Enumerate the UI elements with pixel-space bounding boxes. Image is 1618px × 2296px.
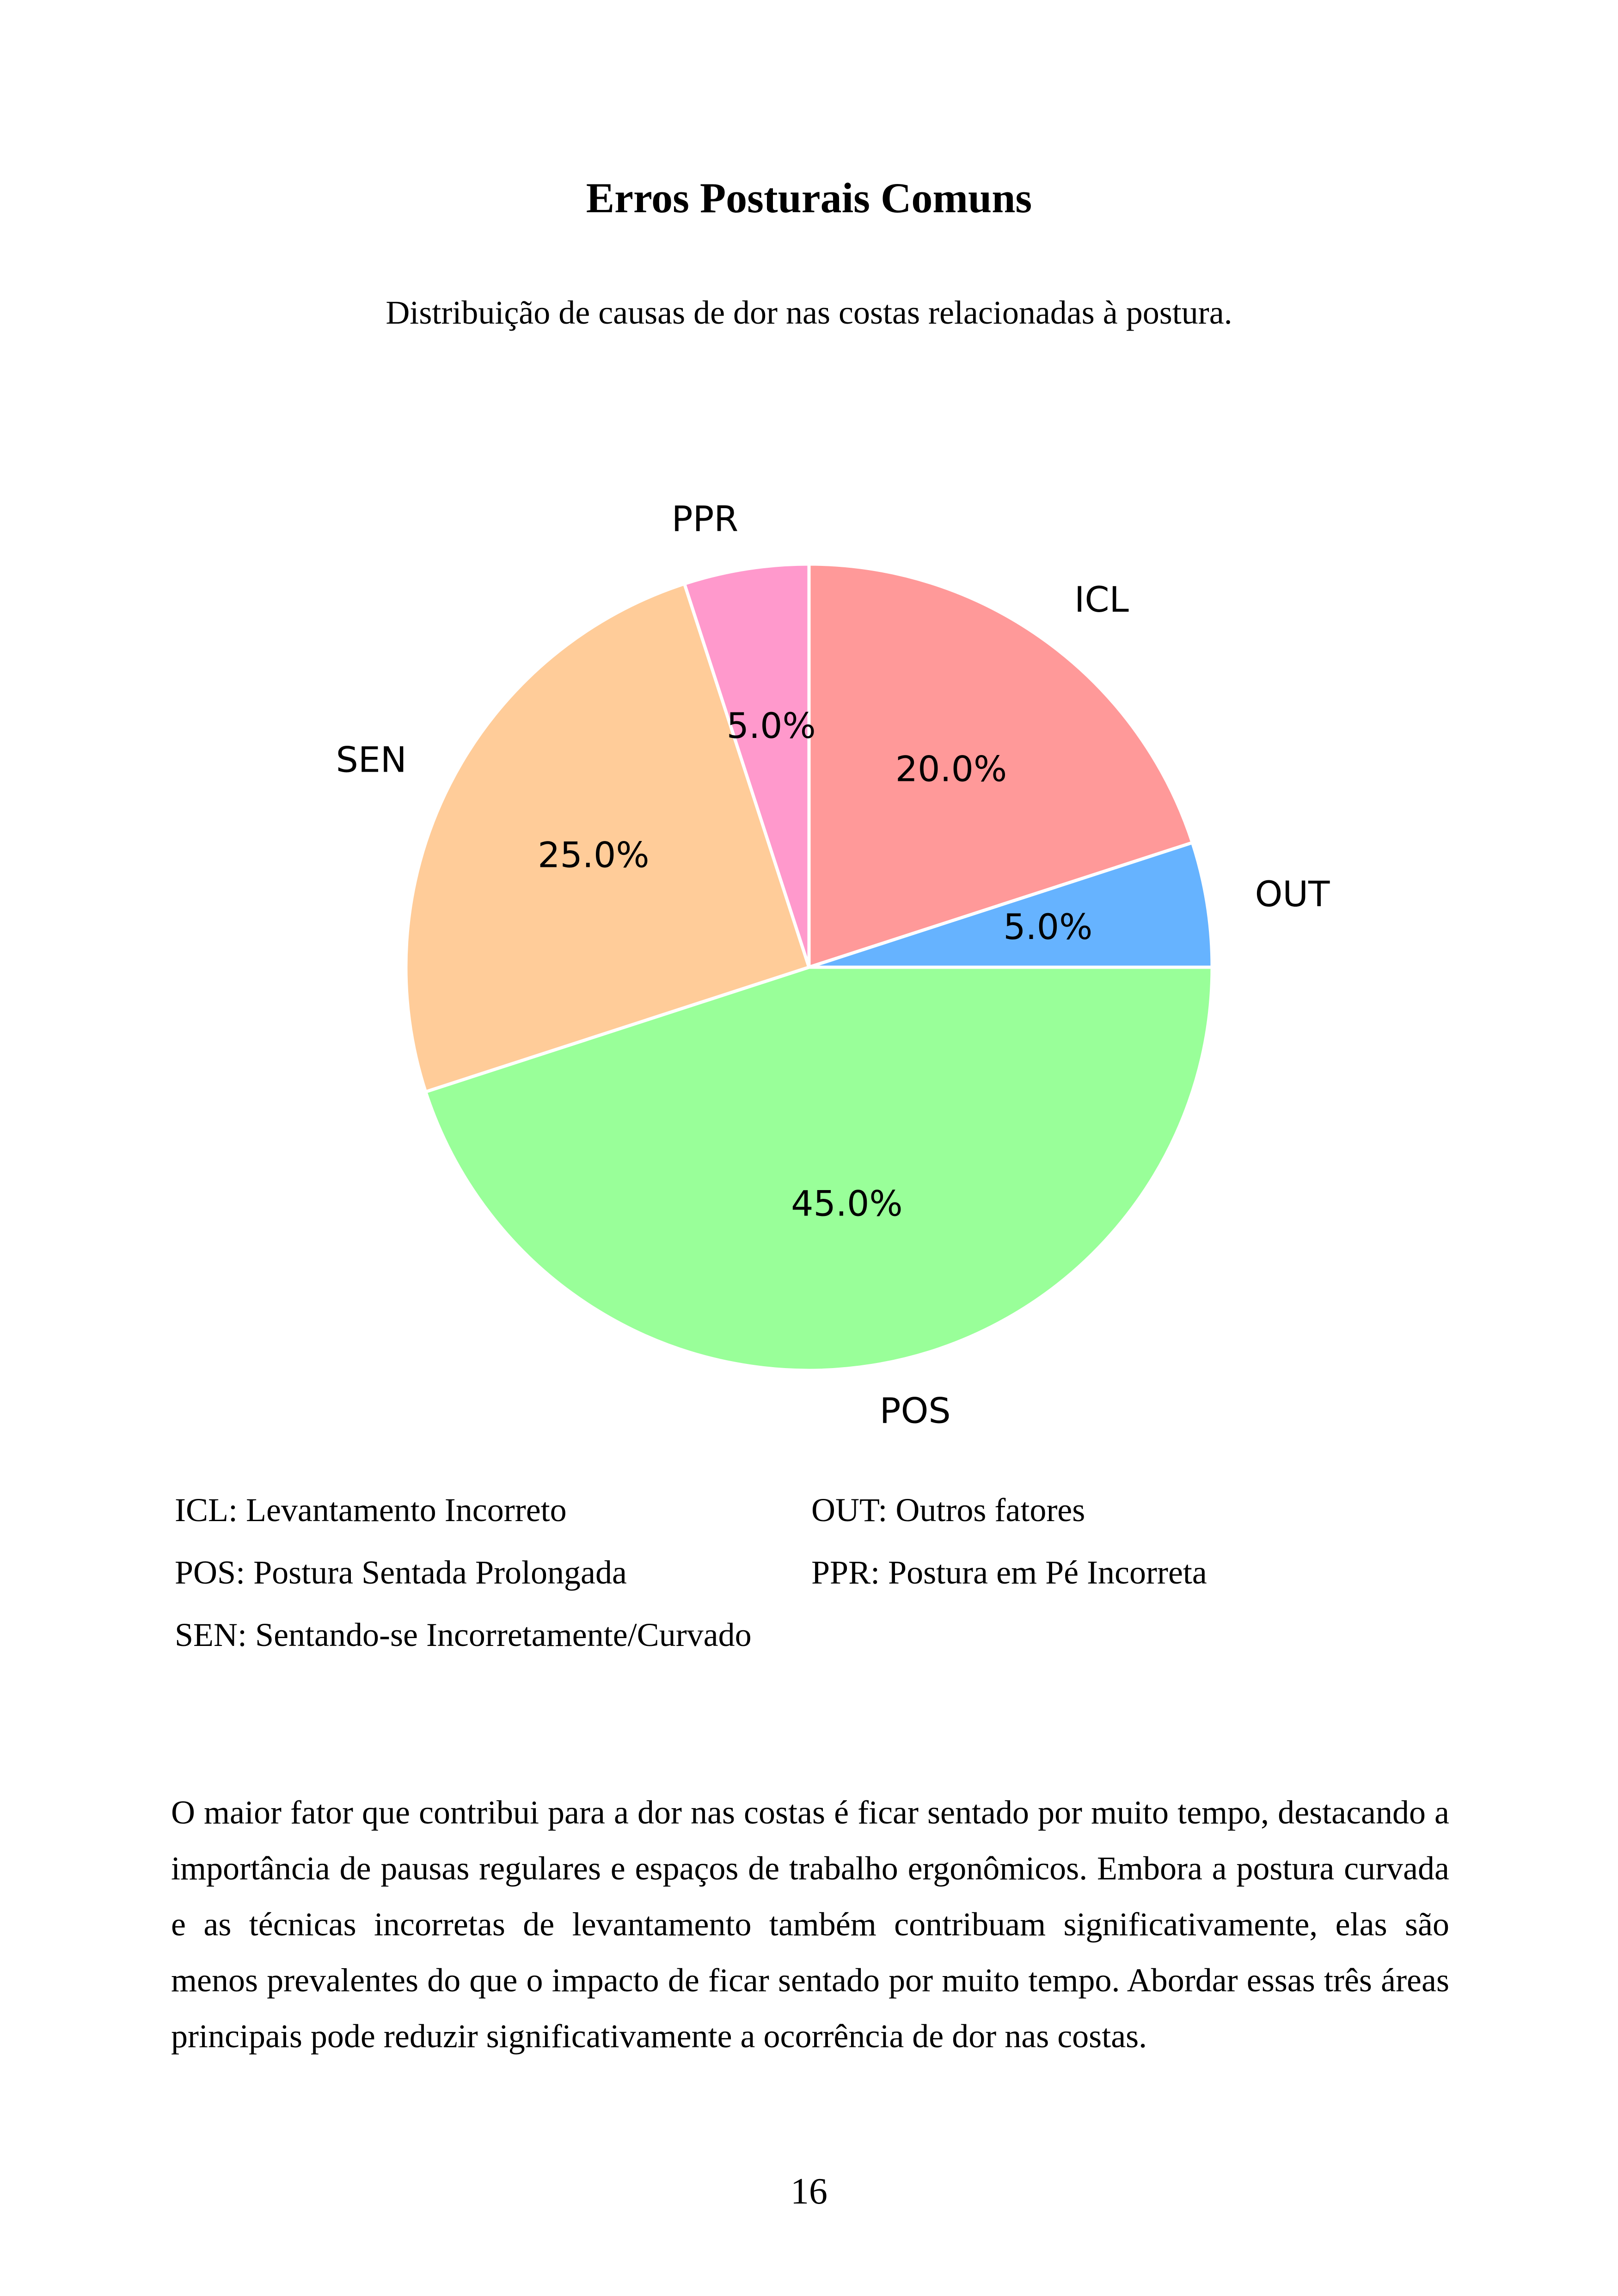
pie-label-sen: SEN <box>336 739 407 780</box>
body-paragraph: O maior fator que contribui para a dor nas costas é ficar sentado por muito tempo, destacando a importância de pausas regulares e espaços de trabalho ergonômicos. Embora a postura curvada e as técnicas incorretas de levantamento também contribuam significativamente, elas são menos prevalentes do que o impacto de ficar sentado por muito tempo. Abordar essas três áreas principais pode reduzir significativamente a ocorrência de dor nas costas. <box>171 1794 1449 2055</box>
page-subtitle: Distribuição de causas de dor nas costas relacionadas à postura. <box>386 294 1232 331</box>
page-title: Erros Posturais Comuns <box>586 174 1032 221</box>
pie-chart <box>0 462 1618 1480</box>
legend-item-sen: SEN: Sentando-se Incorretamente/Curvado <box>175 1616 752 1653</box>
legend-item-pos: POS: Postura Sentada Prolongada <box>175 1554 627 1591</box>
pie-pct-label-icl: 20.0% <box>895 748 1007 790</box>
pie-pct-label-out: 5.0% <box>1003 906 1093 948</box>
legend-item-ppr: PPR: Postura em Pé Incorreta <box>811 1554 1207 1591</box>
pie-label-ppr: PPR <box>671 498 739 540</box>
page-number: 16 <box>791 2171 827 2212</box>
pie-label-pos: POS <box>879 1390 951 1431</box>
pie-pct-label-sen: 25.0% <box>538 834 650 876</box>
legend-item-icl: ICL: Levantamento Incorreto <box>175 1492 567 1529</box>
pie-pct-label-pos: 45.0% <box>791 1183 903 1224</box>
pie-label-out: OUT <box>1255 873 1330 915</box>
pie-label-icl: ICL <box>1074 578 1129 620</box>
legend-item-out: OUT: Outros fatores <box>811 1492 1085 1529</box>
pie-pct-label-ppr: 5.0% <box>726 705 816 747</box>
